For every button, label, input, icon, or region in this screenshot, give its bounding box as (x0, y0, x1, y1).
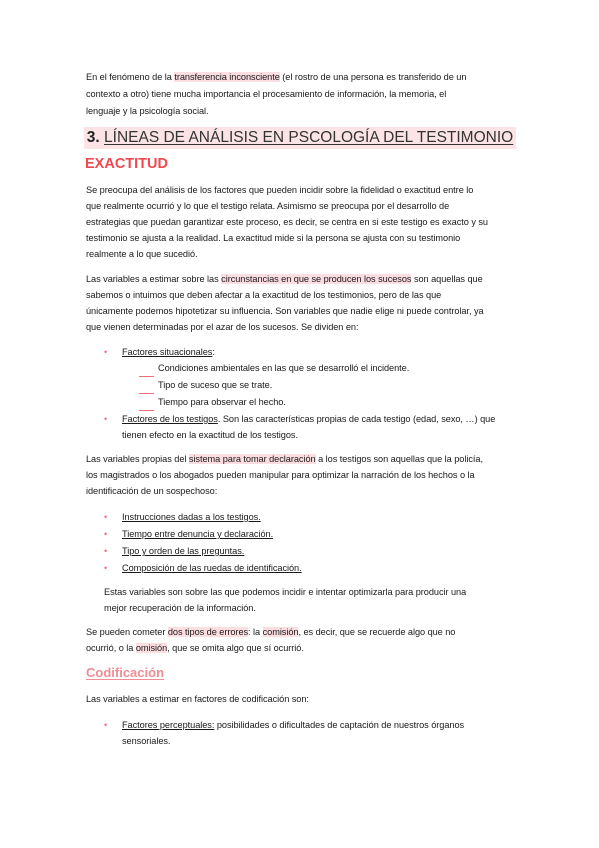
p1-line: estrategias que puedan garantizar este proceso, es decir, se centra en si este testigo es exacto y su (86, 217, 488, 227)
heading-exactitud: EXACTITUD (85, 156, 168, 172)
bullet-icon: • (104, 512, 108, 522)
p5-text: , que se omita algo que sí ocurrió. (167, 643, 304, 653)
p2-line (86, 271, 483, 288)
dash-icon (139, 368, 154, 386)
situacionales-label: Factores situacionales (122, 347, 213, 357)
p3-text: a los testigos son aquellas que la policía, (315, 454, 483, 464)
subitem: Tiempo para observar el hecho. (158, 397, 286, 407)
highlight-sistema: sistema para tomar declaración (188, 454, 316, 464)
p5-line (86, 640, 304, 657)
p5-text: ocurrió, o la (86, 643, 136, 653)
perceptuales-label: Factores perceptuales: (122, 720, 215, 730)
intro-line-2: contexto a otro) tiene mucha importancia el procesamiento de información, la memoria, el (86, 89, 447, 99)
p5-text: : la (248, 627, 263, 637)
dash-icon (139, 385, 154, 403)
section-title-banner (84, 127, 516, 149)
section-number: 3. (86, 129, 100, 146)
p1-line: testimonio se ajusta a la realidad. La exactitud mide si la persona se ajusta con su testimonio (86, 233, 461, 243)
p5-text: , es decir, que se recuerde algo que no (298, 627, 456, 637)
highlight-comision: comisión (262, 627, 299, 637)
highlight-circunstancias: circunstancias en que se producen los sucesos (221, 274, 412, 284)
highlight-transferencia: transferencia inconsciente (174, 72, 280, 82)
p3-line (86, 451, 483, 468)
bullet-icon: • (104, 347, 108, 357)
list-item-composicion: Composición de las ruedas de identificación. (122, 563, 302, 573)
p2-line: que vienen determinadas por el azar de los sucesos. Se dividen en: (86, 322, 359, 332)
bullet-icon: • (104, 546, 108, 556)
p2-text: Las variables a estimar sobre las (86, 274, 222, 284)
bullet-icon: • (104, 414, 108, 424)
p2-line: sabemos o intuimos que deben afectar a la exactitud de los testimonios, pero de las que (86, 290, 442, 300)
testigos-text: . Son las características propias de cada testigo (edad, sexo, …) que (217, 414, 496, 424)
perceptuales-text: posibilidades o dificultades de captación de nuestros órganos (214, 720, 465, 730)
section-title (84, 128, 516, 148)
colon: : (212, 347, 215, 357)
heading-codificacion: Codificación (86, 665, 165, 680)
codificacion-intro: Las variables a estimar en factores de codificación son: (86, 694, 309, 704)
p3-line: los magistrados o los abogados pueden manipular para optimizar la narración de los hechos o la (86, 470, 475, 480)
testigos-label: Factores de los testigos (122, 414, 218, 424)
p4-line: mejor recuperación de la información. (104, 603, 256, 613)
intro-line-1 (86, 69, 466, 86)
highlight-omision: omisión (135, 643, 168, 653)
list-item-testigos (122, 411, 495, 428)
subitem: Tipo de suceso que se trate. (158, 380, 273, 390)
intro-text: En el fenómeno de la (86, 72, 175, 82)
p1-line: Se preocupa del análisis de los factores que pueden incidir sobre la fidelidad o exactitud entre lo (86, 185, 474, 195)
p3-text: Las variables propias del (86, 454, 189, 464)
p3-line: identificación de un sospechoso: (86, 486, 218, 496)
p2-line: únicamente podemos hipotetizar su influencia. Son variables que nadie elige ni puede controlar, ya (86, 306, 484, 316)
section-title-text: LÍNEAS DE ANÁLISIS EN PSCOLOGÍA DEL TESTIMONIO (104, 129, 514, 146)
p4-line: Estas variables son sobre las que podemos incidir e intentar optimizarla para producir una (104, 587, 467, 597)
intro-line-3: lenguaje y la psicología social. (86, 106, 209, 116)
p1-line: que realmente ocurrió y lo que el testigo relata. Asimismo se preocupa por el desarrollo de (86, 201, 450, 211)
p5-line (86, 624, 455, 641)
highlight-errores: dos tipos de errores (167, 627, 249, 637)
intro-text: (el rostro de una persona es transferido de un (279, 72, 467, 82)
list-item-tipo: Tipo y orden de las preguntas. (122, 546, 245, 556)
list-item-tiempo: Tiempo entre denuncia y declaración. (122, 529, 274, 539)
bullet-icon: • (104, 720, 108, 730)
bullet-icon: • (104, 563, 108, 573)
p2-text: son aquellas que (411, 274, 483, 284)
list-item-perceptuales-line2: sensoriales. (122, 736, 171, 746)
list-item-instrucciones: Instrucciones dadas a los testigos. (122, 512, 261, 522)
p5-text: Se pueden cometer (86, 627, 168, 637)
subitem: Condiciones ambientales en las que se desarrolló el incidente. (158, 363, 410, 373)
list-item-testigos-line2: tienen efecto en la exactitud de los testigos. (122, 430, 298, 440)
bullet-icon: • (104, 529, 108, 539)
list-item-perceptuales (122, 717, 464, 734)
list-item-situacionales (122, 344, 215, 361)
p1-line: realmente a lo que sucedió. (86, 249, 198, 259)
